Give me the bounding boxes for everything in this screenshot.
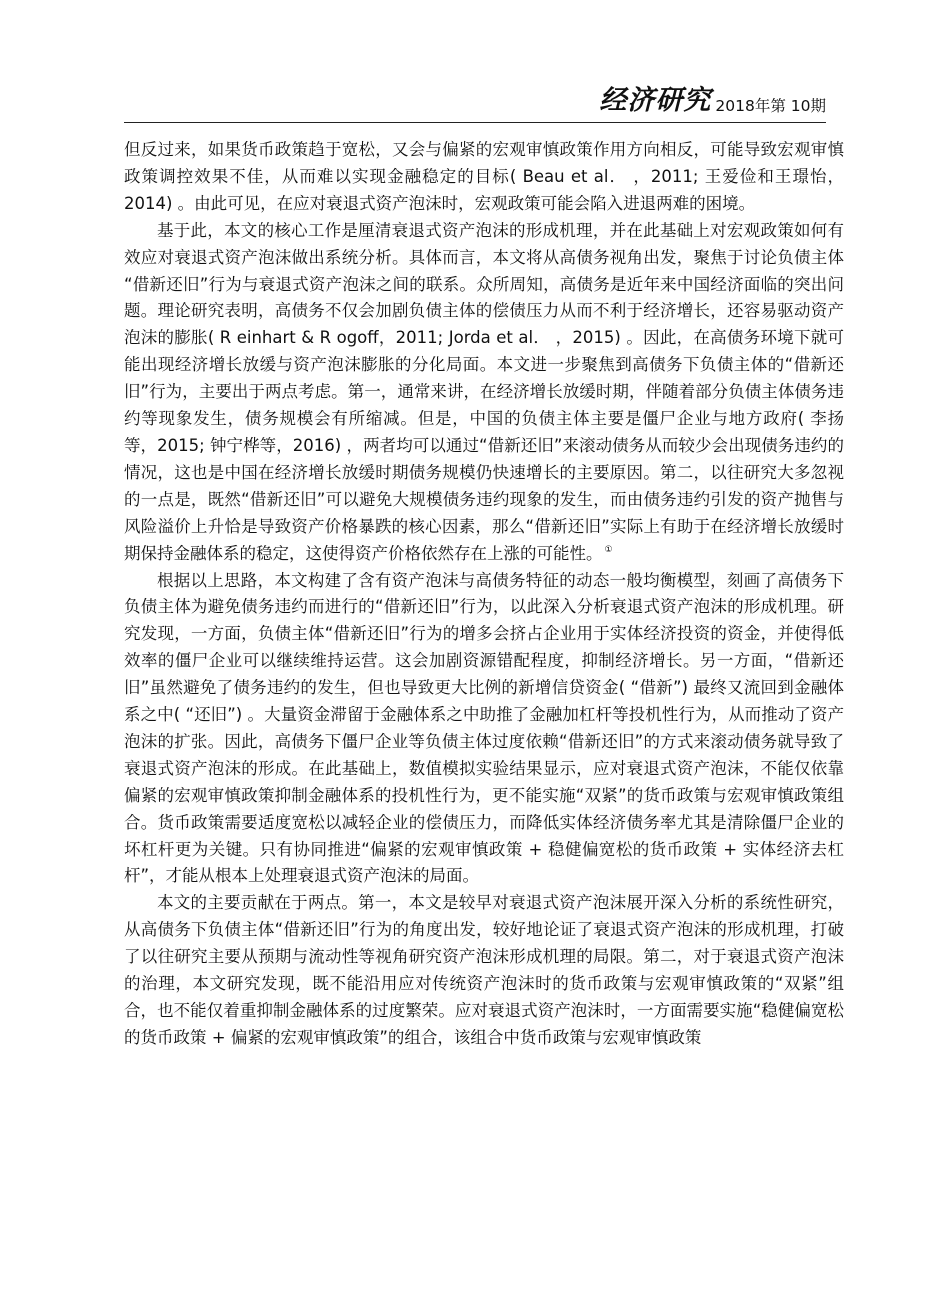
paragraph-2-text: 基于此，本文的核心工作是厘清衰退式资产泡沫的形成机理，并在此基础上对宏观政策如何有效应对衰退式资产泡沫做出系统分析。具体而言，本文将从高债务视角出发，聚焦于讨论负债主体 “借新还旧”行为与衰退式资产泡沫之间的联系。众所周知，高债务是近年来中国经济面临的突出问题。理论研究表明，高债务不仅会加剧负债主体的偿债压力从而不利于经济增长，还容易驱动资产泡沫的膨胀( R einhart & R ogoff，2011; Jorda et al． ，2015) 。因此，在高债务环境下就可能出现经济增长放缓与资产泡沫膨胀的分化局面。本文进一步聚焦到高债务下负债主体的“借新还旧”行为，主要出于两点考虑。第一，通常来讲，在经济增长放缓时期，伴随着部分负债主体债务违约等现象发生，债务规模会有所缩减。但是，中国的负债主体主要是僵尸企业与地方政府( 李扬等，2015; 钟宁桦等，2016) ，两者均可以通过“借新还旧”来滚动债务从而较少会出现债务违约的情况，这也是中国在经济增长放缓时期债务规模仍快速增长的主要原因。第二，以往研究大多忽视的一点是，既然“借新还旧”可以避免大规模债务违约现象的发生，而由债务违约引发的资产抛售与风险溢价上升恰是导致资产价格暴跌的核心因素，那么“借新还旧”实际上有助于在经济增长放缓时期保持金融体系的稳定，这使得资产价格依然存在上涨的可能性。 — [124, 220, 844, 563]
header-right — [599, 86, 826, 116]
footnote-marker: ① — [604, 545, 613, 556]
paragraph-4: 本文的主要贡献在于两点。第一，本文是较早对衰退式资产泡沫展开深入分析的系统性研究，从高债务下负债主体“借新还旧”行为的角度出发，较好地论证了衰退式资产泡沫的形成机理，打破了以往研究主要从预期与流动性等视角研究资产泡沫形成机理的局限。第二，对于衰退式资产泡沫的治理，本文研究发现，既不能沿用应对传统资产泡沫时的货币政策与宏观审慎政策的“双紧”组合，也不能仅着重抑制金融体系的过度繁荣。应对衰退式资产泡沫时，一方面需要实施“稳健偏宽松的货币政策 + 偏紧的宏观审慎政策”的组合，该组合中货币政策与宏观审慎政策 — [124, 893, 844, 1047]
issue-number: 2018年第 10期 — [715, 97, 826, 115]
paragraph-3: 根据以上思路，本文构建了含有资产泡沫与高债务特征的动态一般均衡模型，刻画了高债务下负债主体为避免债务违约而进行的“借新还旧”行为，以此深入分析衰退式资产泡沫的形成机理。研究发现，一方面，负债主体“借新还旧”行为的增多会挤占企业用于实体经济投资的资金，并使得低效率的僵尸企业可以继续维持运营。这会加剧资源错配程度，抑制经济增长。另一方面，“借新还旧”虽然避免了债务违约的发生，但也导致更大比例的新增信贷资金( “借新”) 最终又流回到金融体系之中( “还旧”) 。大量资金滞留于金融体系之中助推了金融加杠杆等投机性行为，从而推动了资产泡沫的扩张。因此，高债务下僵尸企业等负债主体过度依赖“借新还旧”的方式来滚动债务就导致了衰退式资产泡沫的形成。在此基础上，数值模拟实验结果显示，应对衰退式资产泡沫，不能仅依靠偏紧的宏观审慎政策抑制金融体系的投机性行为，更不能实施“双紧”的货币政策与宏观审慎政策组合。货币政策需要适度宽松以减轻企业的偿债压力，而降低实体经济债务率尤其是清除僵尸企业的坏杠杆更为关键。只有协同推进“偏紧的宏观审慎政策 + 稳健偏宽松的货币政策 + 实体经济去杠杆”，才能从根本上处理衰退式资产泡沫的局面。 — [124, 570, 844, 886]
article-body — [124, 137, 844, 1052]
journal-name: 经济研究 — [599, 85, 712, 116]
page-header — [124, 78, 826, 123]
paragraph-2 — [124, 218, 844, 568]
paragraph-1: 但反过来，如果货币政策趋于宽松，又会与偏紧的宏观审慎政策作用方向相反，可能导致宏观审慎政策调控效果不佳，从而难以实现金融稳定的目标( Beau et al． ，2011; 王爱俭和王璟怡，2014) 。由此可见，在应对衰退式资产泡沫时，宏观政策可能会陷入进退两难的困境。 — [124, 140, 844, 213]
